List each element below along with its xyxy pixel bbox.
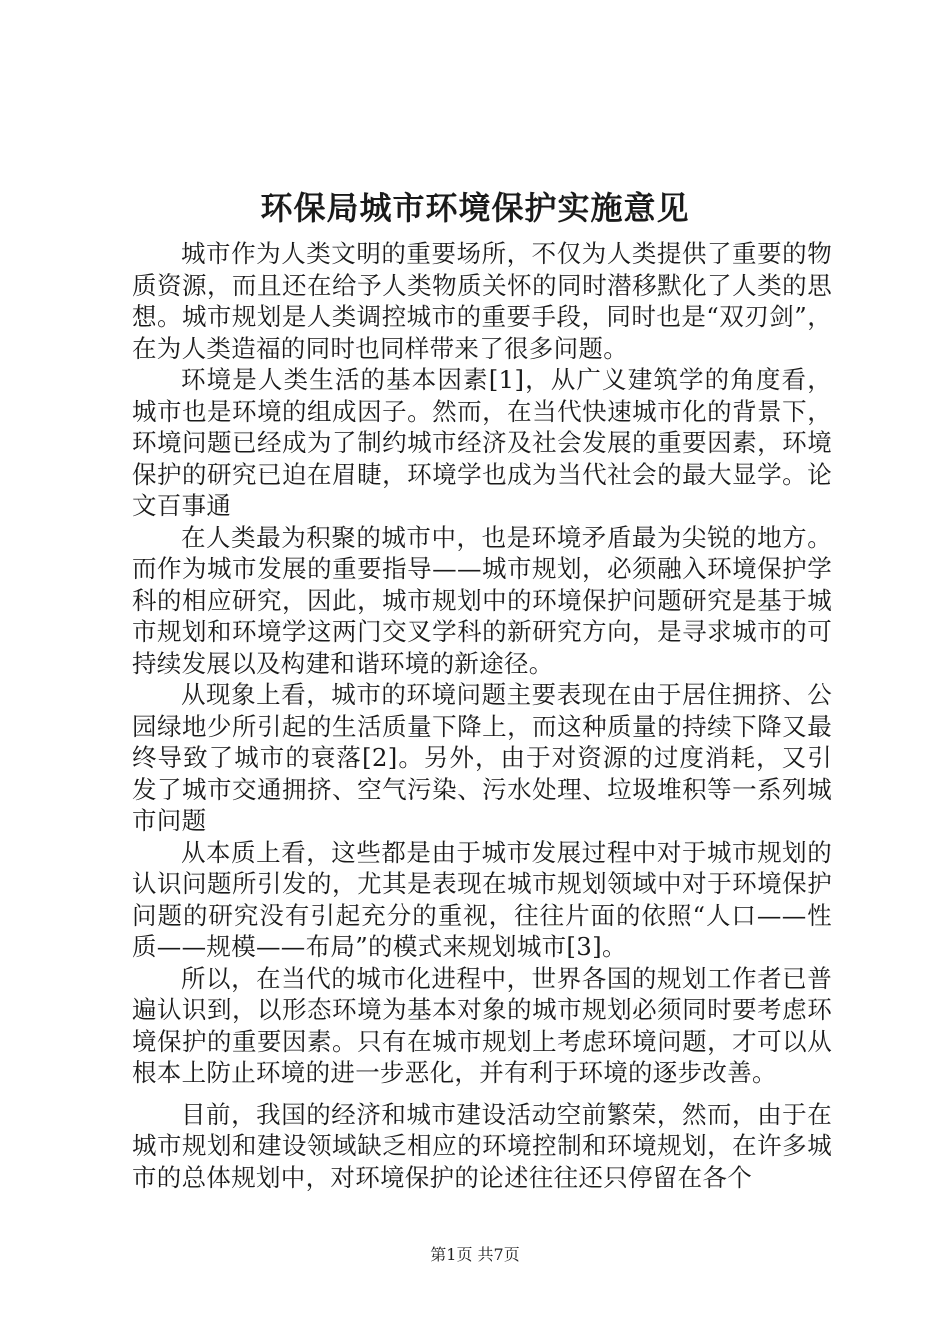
paragraph-4: 从现象上看，城市的环境问题主要表现在由于居住拥挤、公园绿地少所引起的生活质量下降上，而这种质量的持续下降又最终导致了城市的衰落[2]。另外，由于对资源的过度消耗，又引发了城市交通拥挤、空气污染、污水处理、垃圾堆积等一系列城市问题 <box>132 680 832 835</box>
paragraph-6: 所以，在当代的城市化进程中，世界各国的规划工作者已普遍认识到，以形态环境为基本对象的城市规划必须同时要考虑环境保护的重要因素。只有在城市规划上考虑环境问题，才可以从根本上防止环境的进一步恶化，并有利于环境的逐步改善。 <box>132 963 832 1087</box>
paragraph-3: 在人类最为积聚的城市中，也是环境矛盾最为尖锐的地方。而作为城市发展的重要指导——城市规划，必须融入环境保护学科的相应研究，因此，城市规划中的环境保护问题研究是基于城市规划和环境学这两门交叉学科的新研究方向，是寻求城市的可持续发展以及构建和谐环境的新途径。 <box>132 522 832 678</box>
paragraph-7: 目前，我国的经济和城市建设活动空前繁荣，然而，由于在城市规划和建设领域缺乏相应的环境控制和环境规划，在许多城市的总体规划中，对环境保护的论述往往还只停留在各个 <box>132 1099 832 1192</box>
paragraph-5: 从本质上看，这些都是由于城市发展过程中对于城市规划的认识问题所引发的，尤其是表现在城市规划领域中对于环境保护问题的研究没有引起充分的重视，往往片面的依照“人口——性质——规模——布局”的模式来规划城市[3]。 <box>132 837 832 961</box>
paragraph-2: 环境是人类生活的基本因素[1]，从广义建筑学的角度看，城市也是环境的组成因子。然而，在当代快速城市化的背景下，环境问题已经成为了制约城市经济及社会发展的重要因素，环境保护的研究已迫在眉睫，环境学也成为当代社会的最大显学。论文百事通 <box>132 365 832 520</box>
page-number-footer: 第1页 共7页 <box>430 1245 520 1264</box>
document-body <box>132 238 832 1193</box>
paragraph-1: 城市作为人类文明的重要场所，不仅为人类提供了重要的物质资源，而且还在给予人类物质关怀的同时潜移默化了人类的思想。城市规划是人类调控城市的重要手段，同时也是“双刃剑”，在为人类造福的同时也同样带来了很多问题。 <box>132 239 832 363</box>
document-title: 环保局城市环境保护实施意见 <box>260 189 690 227</box>
